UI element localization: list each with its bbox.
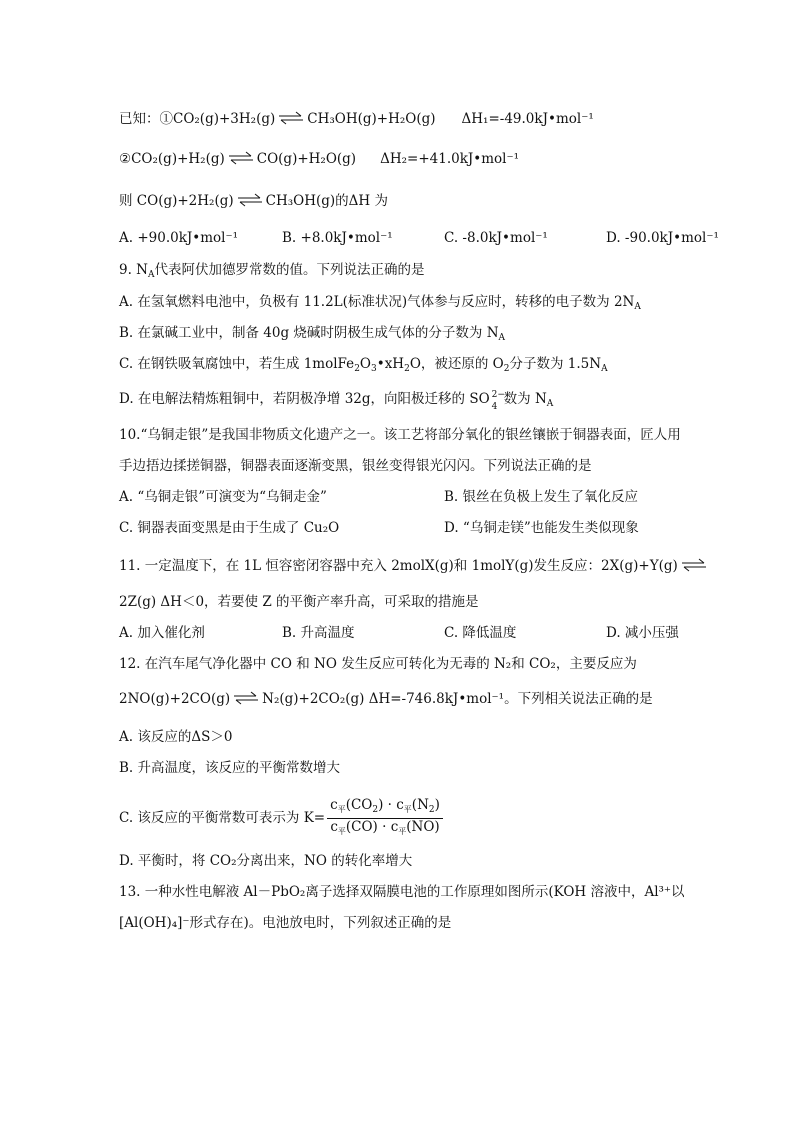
fraction-denominator: $c_平(CO) \cdot c_平(NO)$ <box>330 819 440 836</box>
reaction-1-products: CH₃OH(g)+H₂O(g) <box>307 111 436 127</box>
q9-option-a: A. 在氢氧燃料电池中，负极有 11.2L(标准状况)气体参与反应时，转移的电子数为 $2N_A$ <box>119 294 641 312</box>
q12-option-c: C. 该反应的平衡常数可表示为 K= $\frac{c_平(CO_2) \cdot c_平(N_2)}{c_平(CO) \cdot c_平(NO)}$ <box>119 797 443 840</box>
equilibrium-constant-fraction <box>327 797 443 840</box>
q10-option-a: A. “乌铜走银”可演变为“乌铜走金” <box>119 489 327 505</box>
q11-option-b: B. 升高温度 <box>282 625 355 641</box>
q10-option-b: B. 银丝在负极上发生了氧化反应 <box>444 489 639 505</box>
reaction-2 <box>119 150 519 168</box>
q13-stem-line-2: [Al(OH)₄]⁻形式存在)。电池放电时，下列叙述正确的是 <box>119 915 452 931</box>
fraction-numerator: $c_平(CO_2) \cdot c_平(N_2)$ <box>327 797 443 819</box>
q11-stem-line-1: 11. 一定温度下，在 1L 恒容密闭容器中充入 2molX(g)和 1molY(g)发生反应：2X(g)+Y(g) <box>119 557 710 575</box>
reaction-1-reactants: CO₂(g)+3H₂(g) <box>173 111 276 127</box>
q11-option-d: D. 减小压强 <box>606 625 679 641</box>
q11-option-c: C. 降低温度 <box>444 625 517 641</box>
target-reaction <box>119 192 388 210</box>
equilibrium-arrow-icon <box>236 193 264 207</box>
equilibrium-arrow-icon <box>232 691 260 705</box>
q9-option-d: D. 在电解法精炼粗铜中，若阴极净增 32g，向阳极迁移的 SO 2− 4 数为 $N_A$ <box>119 390 554 412</box>
q13-stem-line-1: 13. 一种水性电解液 Al－PbO₂离子选择双隔膜电池的工作原理如图所示(KOH 溶液中，Al³⁺以 <box>119 884 685 900</box>
target-reaction-question: CH₃OH(g)的ΔH 为 <box>265 193 388 209</box>
q12-option-a: A. 该反应的ΔS＞0 <box>119 729 233 745</box>
q10-option-d: D. “乌铜走镁”也能发生类似现象 <box>444 520 639 536</box>
q8-option-d: D. -90.0kJ•mol⁻¹ <box>606 230 719 246</box>
q11-stem-line-2: 2Z(g) ΔH＜0，若要使 Z 的平衡产率升高，可采取的措施是 <box>119 594 479 610</box>
q12-option-b: B. 升高温度，该反应的平衡常数增大 <box>119 760 341 776</box>
q8-option-c: C. -8.0kJ•mol⁻¹ <box>444 230 548 246</box>
equilibrium-arrow-icon <box>680 558 708 572</box>
reaction-1-enthalpy: ΔH₁=-49.0kJ•mol⁻¹ <box>461 111 594 127</box>
q10-stem-line-1: 10.“乌铜走银”是我国非物质文化遗产之一。该工艺将部分氧化的银丝镶嵌于铜器表面，匠人用 <box>119 427 681 443</box>
target-reaction-reactants: 则 CO(g)+2H₂(g) <box>119 193 234 209</box>
equilibrium-arrow-icon <box>277 111 305 125</box>
q8-option-b: B. +8.0kJ•mol⁻¹ <box>282 230 393 246</box>
reaction-2-enthalpy: ΔH₂=+41.0kJ•mol⁻¹ <box>380 151 520 167</box>
sulfate-ion: 2− 4 <box>491 390 505 412</box>
q12-stem-line-2: 2NO(g)+2CO(g) N₂(g)+2CO₂(g) ΔH=-746.8kJ•mol⁻¹。下列相关说法正确的是 <box>119 691 653 707</box>
q8-option-a: A. +90.0kJ•mol⁻¹ <box>119 230 239 246</box>
reaction-1-label: 已知：① <box>119 111 173 127</box>
q9-stem: 9. $N_A$代表阿伏加德罗常数的值。下列说法正确的是 <box>119 262 425 280</box>
reaction-2-products: CO(g)+H₂O(g) <box>256 151 357 167</box>
q11-option-a: A. 加入催化剂 <box>119 625 205 641</box>
q9-option-c: C. 在钢铁吸氧腐蚀中，若生成 $1molFe_2O_3•xH_2O$，被还原的 $O_2$分子数为 $1.5N_A$ <box>119 356 608 374</box>
reaction-1 <box>119 110 594 128</box>
q12-stem-line-1: 12. 在汽车尾气净化器中 CO 和 NO 发生反应可转化为无毒的 N₂和 CO₂，主要反应为 <box>119 656 637 672</box>
q9-option-b: B. 在氯碱工业中，制备 40g 烧碱时阴极生成气体的分子数为 $N_A$ <box>119 325 506 343</box>
q10-option-c: C. 铜器表面变黑是由于生成了 Cu₂O <box>119 520 340 536</box>
equilibrium-arrow-icon <box>227 151 255 165</box>
q12-option-d: D. 平衡时，将 CO₂分离出来，NO 的转化率增大 <box>119 853 413 869</box>
q10-stem-line-2: 手边捂边揉搓铜器，铜器表面逐渐变黑，银丝变得银光闪闪。下列说法正确的是 <box>119 458 592 474</box>
reaction-2-reactants: ②CO₂(g)+H₂(g) <box>119 151 225 167</box>
